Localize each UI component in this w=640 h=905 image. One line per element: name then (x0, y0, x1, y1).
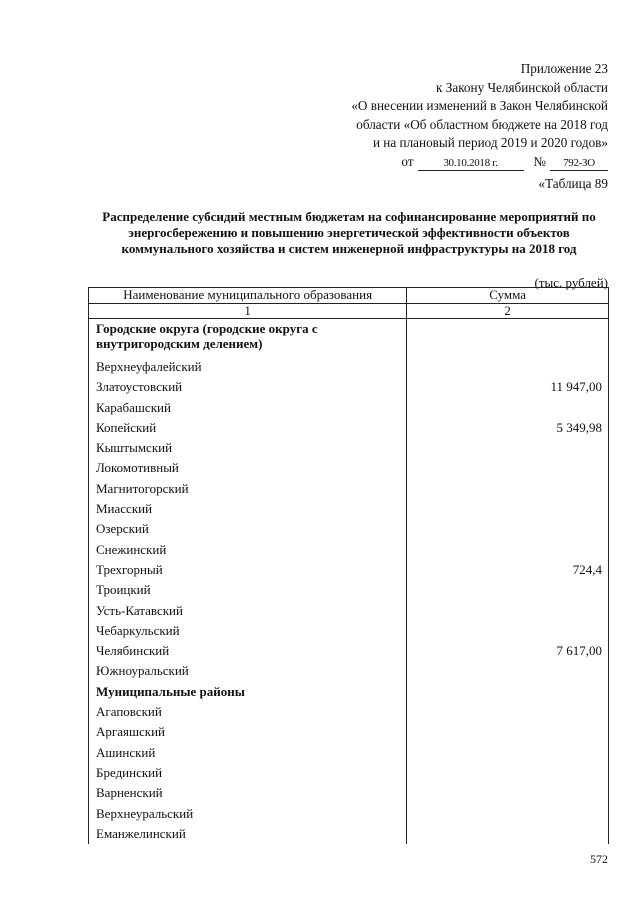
units-label: (тыс. рублей) (534, 275, 608, 290)
table-row (89, 804, 609, 824)
date-prefix: от (401, 153, 414, 169)
table-row (89, 357, 609, 377)
municipality-name: Верхнеуфалейский (89, 357, 407, 377)
appendix-header (351, 60, 608, 171)
subsidy-amount (407, 519, 609, 539)
municipality-name: Троицкий (89, 580, 407, 600)
table-row (89, 519, 609, 539)
subsidy-amount (407, 763, 609, 783)
subsidy-amount (407, 824, 609, 844)
municipality-name: Копейский (89, 418, 407, 438)
table-row (89, 418, 609, 438)
subsidy-amount: 724,4 (407, 560, 609, 580)
subsidy-amount (407, 540, 609, 560)
municipality-name: Снежинский (89, 540, 407, 560)
subsidy-amount (407, 580, 609, 600)
municipality-name: Златоустовский (89, 377, 407, 397)
municipality-name: Миасский (89, 499, 407, 519)
municipality-name: Кыштымский (89, 438, 407, 458)
law-number: 792-ЗО (550, 157, 608, 171)
municipality-name: Карабашский (89, 398, 407, 418)
table-row (89, 661, 609, 681)
municipality-name: Агаповский (89, 702, 407, 722)
municipality-name: Чебаркульский (89, 621, 407, 641)
subsidy-amount (407, 479, 609, 499)
subsidy-amount (407, 499, 609, 519)
municipality-name: Еманжелинский (89, 824, 407, 844)
document-title: Распределение субсидий местным бюджетам на софинансирование мероприятий по энергосбережению и повышению энергетической эффективности объектов коммунального хозяйства и систем инженерной инфраструктуры на 2018 год (102, 209, 596, 256)
section-sum-empty (407, 319, 609, 358)
municipality-name: Аргаяшский (89, 722, 407, 742)
municipality-name: Трехгорный (89, 560, 407, 580)
table-body (89, 288, 609, 845)
subsidy-amount (407, 458, 609, 478)
table-row (89, 641, 609, 661)
table-reference: «Таблица 89 (538, 176, 608, 191)
municipality-name: Магнитогорский (89, 479, 407, 499)
subsidy-amount (407, 743, 609, 763)
table-row (89, 743, 609, 763)
table-row (89, 540, 609, 560)
number-prefix: № (533, 153, 546, 169)
subsidy-table (88, 287, 609, 844)
subsidy-amount: 5 349,98 (407, 418, 609, 438)
table-row (89, 398, 609, 418)
municipality-name: Локомотивный (89, 458, 407, 478)
section-title-city-districts: Городские округа (городские округа с внутригородским делением) (89, 319, 407, 358)
municipality-name: Южноуральский (89, 661, 407, 681)
law-date: 30.10.2018 г. (418, 157, 524, 171)
subsidy-amount: 11 947,00 (407, 377, 609, 397)
table-row (89, 763, 609, 783)
subsidy-amount (407, 357, 609, 377)
table-row (89, 438, 609, 458)
table-row (89, 560, 609, 580)
subsidy-amount (407, 702, 609, 722)
subsidy-amount (407, 661, 609, 681)
subsidy-amount (407, 621, 609, 641)
column-number-2: 2 (407, 304, 609, 319)
table-row (89, 580, 609, 600)
subsidy-amount (407, 783, 609, 803)
municipality-name: Брединский (89, 763, 407, 783)
municipality-name: Верхнеуральский (89, 804, 407, 824)
section-row-municipal-districts (89, 682, 609, 702)
municipality-name: Озерский (89, 519, 407, 539)
column-number-row (89, 304, 609, 319)
municipality-name: Варненский (89, 783, 407, 803)
subsidy-amount (407, 438, 609, 458)
table-row (89, 458, 609, 478)
subsidy-amount (407, 601, 609, 621)
law-title-line3: и на плановый период 2019 и 2020 годов» (372, 135, 608, 150)
section-title-municipal-districts: Муниципальные районы (89, 682, 407, 702)
appendix-number: Приложение 23 (520, 61, 608, 76)
section-row-city-districts (89, 319, 609, 358)
column-number-1: 1 (89, 304, 407, 319)
law-reference: к Закону Челябинской области (436, 79, 608, 95)
table-row (89, 479, 609, 499)
table-row (89, 621, 609, 641)
table-row (89, 601, 609, 621)
section-sum-empty (407, 682, 609, 702)
page-number: 572 (590, 852, 608, 866)
municipality-name: Ашинский (89, 743, 407, 763)
table-row (89, 499, 609, 519)
subsidy-amount (407, 722, 609, 742)
law-title-line2: области «Об областном бюджете на 2018 год (356, 116, 608, 132)
column-header-name: Наименование муниципального образования (89, 288, 407, 304)
subsidy-amount (407, 398, 609, 418)
table-row (89, 824, 609, 844)
subsidy-amount: 7 617,00 (407, 641, 609, 661)
table-row (89, 377, 609, 397)
law-title-line1: «О внесении изменений в Закон Челябинской (351, 98, 608, 113)
table-row (89, 783, 609, 803)
municipality-name: Усть-Катавский (89, 601, 407, 621)
table-row (89, 722, 609, 742)
table-row (89, 702, 609, 722)
subsidy-amount (407, 804, 609, 824)
law-date-line (351, 153, 608, 172)
column-header-sum: Сумма (407, 288, 609, 304)
table-header-row (89, 288, 609, 304)
municipality-name: Челябинский (89, 641, 407, 661)
